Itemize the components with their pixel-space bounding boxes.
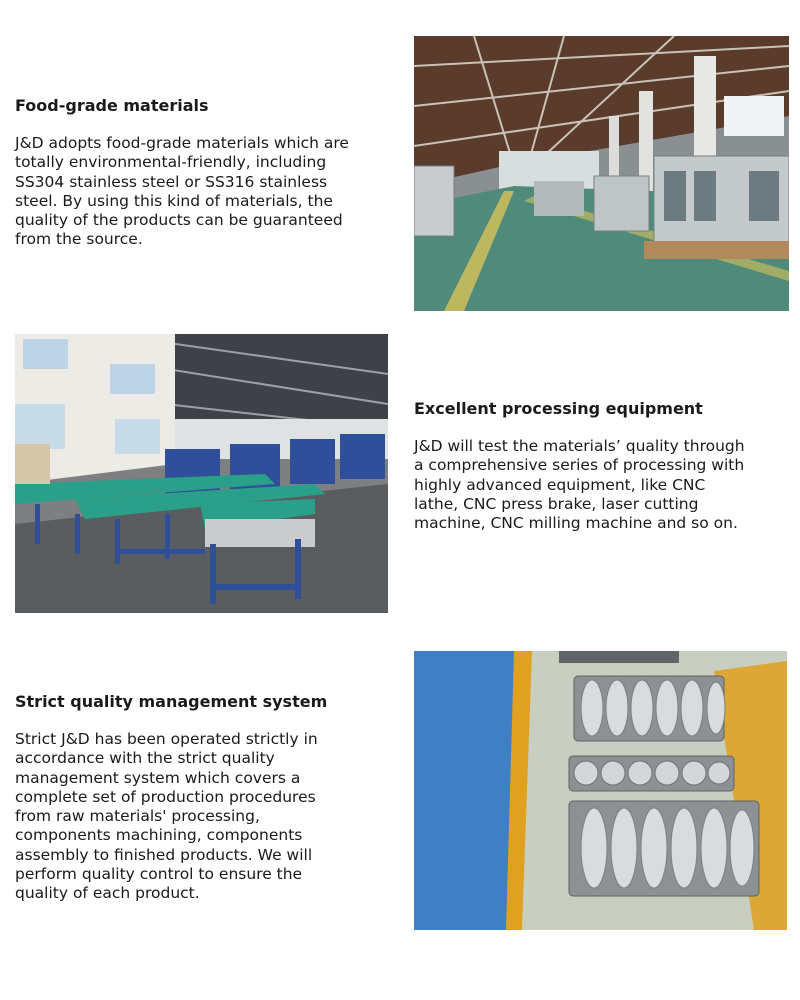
section-quality-management bbox=[15, 692, 355, 904]
factory-hall-photo bbox=[414, 36, 789, 311]
conveyor-line-photo bbox=[15, 334, 388, 613]
section-title: Excellent processing equipment bbox=[414, 399, 703, 418]
section-title: Food-grade materials bbox=[15, 96, 209, 115]
section-title: Strict quality management system bbox=[15, 692, 328, 711]
section-body: J&D will test the materials’ quality through a comprehensive series of processing with highly advanced equipment, like CNC lathe, CNC press brake, laser cutting machine, CNC milling machine and so on. bbox=[414, 437, 745, 533]
section-processing-equipment bbox=[414, 399, 754, 533]
section-body: Strict J&D has been operated strictly in accordance with the strict quality management system which covers a complete set of production procedures from raw materials' processing, components machining, components assembly to finished products. We will perform quality control to ensure the quality of each product. bbox=[15, 730, 318, 903]
section-food-grade bbox=[15, 96, 355, 250]
bottle-molds-photo bbox=[414, 651, 787, 930]
section-body: J&D adopts food-grade materials which are totally environmental-friendly, including SS304 stainless steel or SS316 stainless steel. By using this kind of materials, the quality of the products can be guaranteed from the source. bbox=[15, 134, 349, 249]
